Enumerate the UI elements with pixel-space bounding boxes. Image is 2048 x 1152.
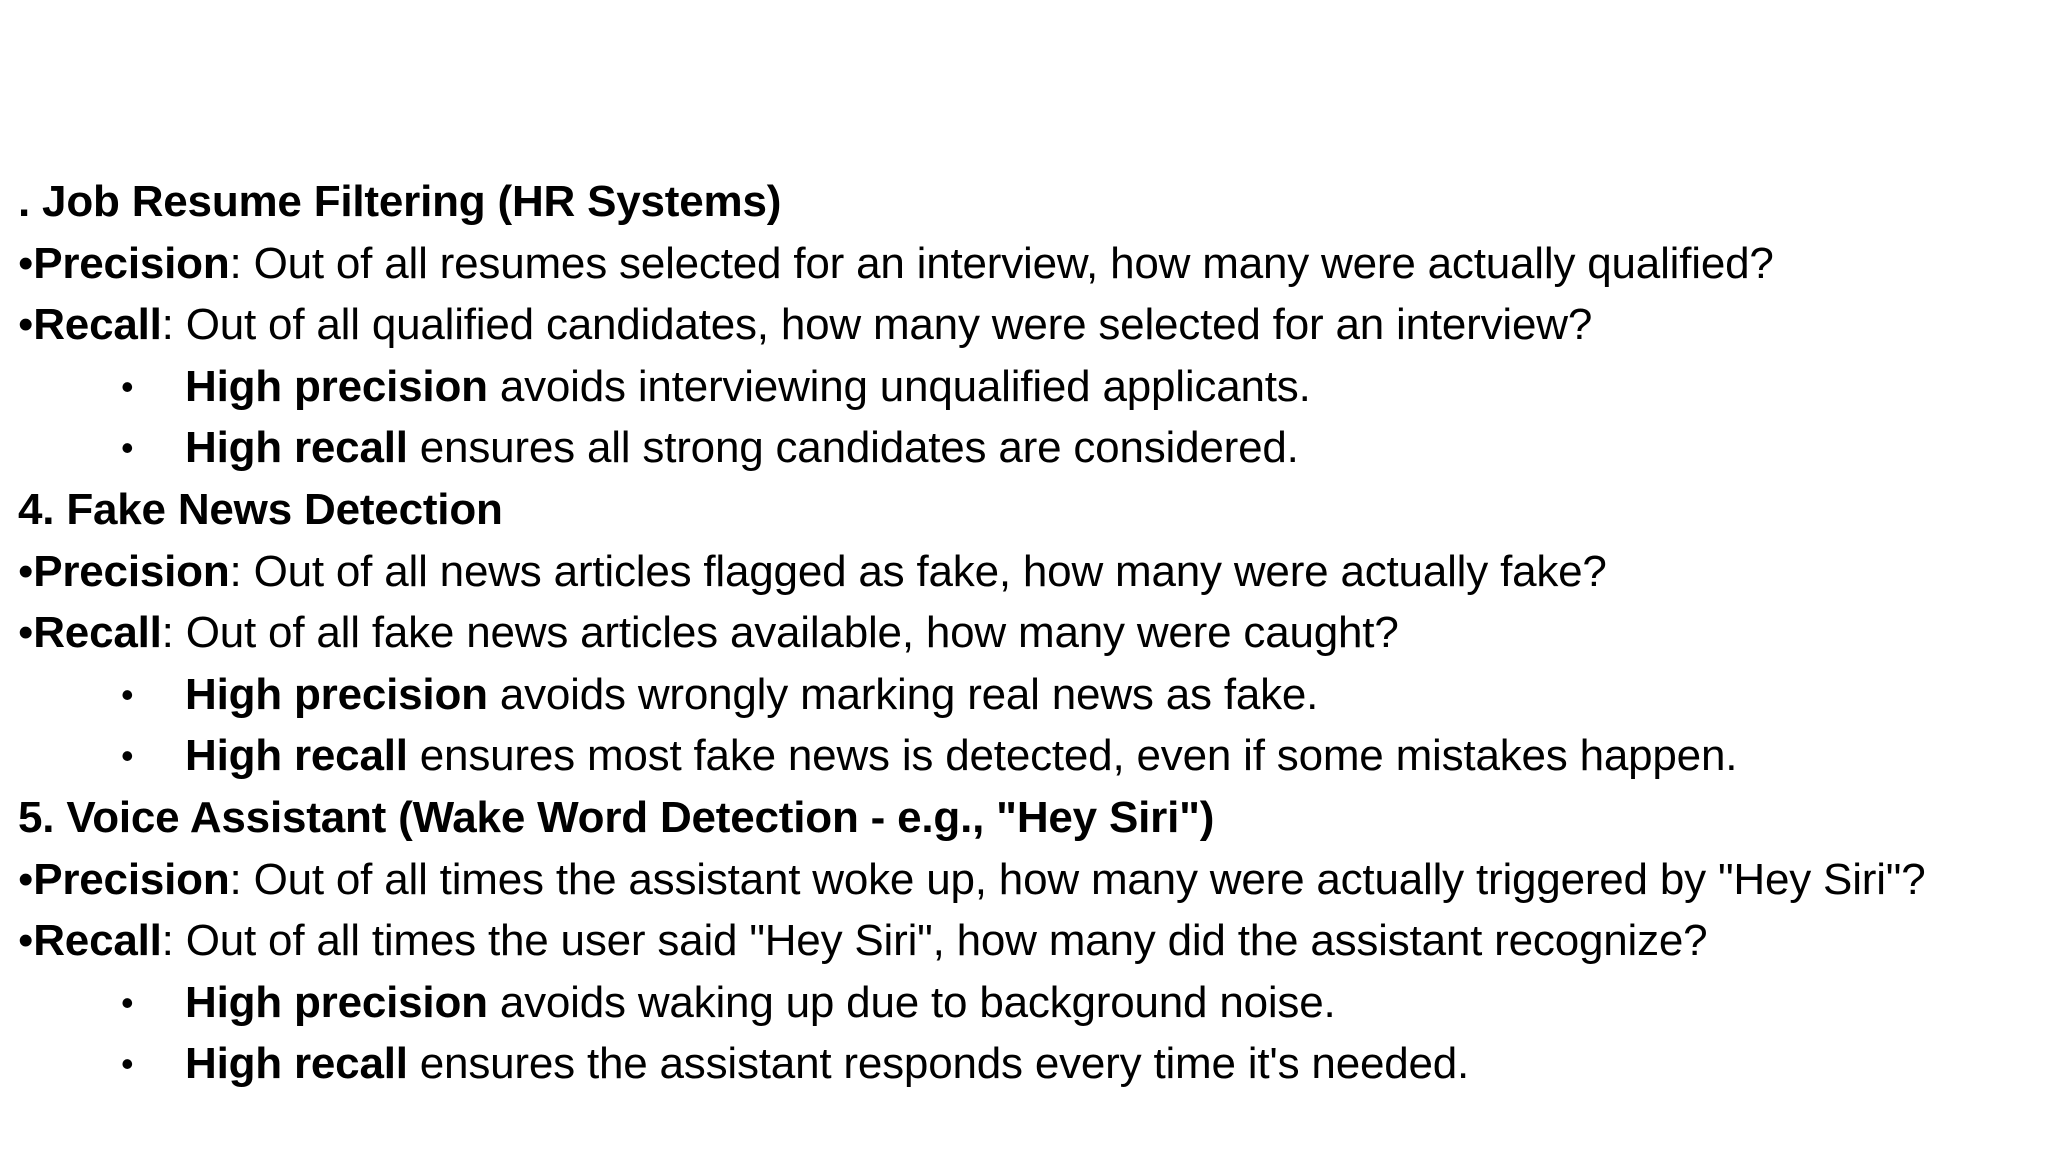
sub-bullet-dot: • [121,735,134,777]
bullet-precision [18,233,2048,295]
bullet-text: : Out of all times the user said "Hey Siri", how many did the assistant recognize? [161,916,1708,966]
sub-bullet-term: High recall [185,731,408,781]
bullet-text: : Out of all times the assistant woke up, how many were actually triggered by "Hey Siri"? [229,854,1926,904]
bullet-recall [18,602,2048,664]
sub-bullet-text: ensures all strong candidates are considered. [407,423,1299,473]
bullet-precision [18,541,2048,603]
bullet-term: Precision [33,238,230,288]
bullet-text: : Out of all resumes selected for an interview, how many were actually qualified? [229,238,1774,288]
sub-bullet-term: High precision [185,977,488,1027]
sub-bullet-text: ensures most fake news is detected, even if some mistakes happen. [407,731,1738,781]
section-heading-resume-filtering: . Job Resume Filtering (HR Systems) [18,177,782,226]
bullet-dot: • [18,916,34,966]
sub-bullet-text: avoids waking up due to background noise. [487,977,1336,1027]
sub-bullet-high-precision [18,664,2048,726]
sub-bullet-dot: • [121,1043,134,1085]
bullet-term: Precision [33,546,230,596]
bullet-precision [18,849,2048,911]
sub-bullet-term: High precision [185,669,488,719]
bullet-dot: • [18,238,34,288]
bullet-term: Recall [33,608,162,658]
bullet-recall [18,294,2048,356]
slide-body [18,171,2048,1095]
bullet-term: Recall [33,300,162,350]
sub-bullet-term: High precision [185,361,488,411]
bullet-dot: • [18,546,34,596]
sub-bullet-text: avoids interviewing unqualified applicants. [487,361,1311,411]
sub-bullet-term: High recall [185,1039,408,1089]
sub-bullet-dot: • [121,427,134,469]
section-heading-voice-assistant: 5. Voice Assistant (Wake Word Detection - e.g., "Hey Siri") [18,792,1215,842]
sub-bullet-high-precision [18,972,2048,1034]
sub-bullet-high-recall [18,1033,2048,1095]
bullet-term: Precision [33,854,230,904]
sub-bullet-high-precision [18,356,2048,418]
bullet-text: : Out of all news articles flagged as fake, how many were actually fake? [229,546,1607,596]
bullet-dot: • [18,854,34,904]
bullet-term: Recall [33,916,162,966]
sub-bullet-dot: • [121,365,134,407]
bullet-text: : Out of all fake news articles available, how many were caught? [161,608,1399,658]
sub-bullet-dot: • [121,981,134,1023]
sub-bullet-text: ensures the assistant responds every time it's needed. [407,1039,1470,1089]
bullet-text: : Out of all qualified candidates, how many were selected for an interview? [161,300,1593,350]
bullet-recall [18,910,2048,972]
sub-bullet-high-recall [18,417,2048,479]
sub-bullet-high-recall [18,725,2048,787]
sub-bullet-term: High recall [185,423,408,473]
bullet-dot: • [18,608,34,658]
section-heading-fake-news: 4. Fake News Detection [18,484,503,534]
bullet-dot: • [18,300,34,350]
sub-bullet-dot: • [121,673,134,715]
sub-bullet-text: avoids wrongly marking real news as fake. [487,669,1319,719]
